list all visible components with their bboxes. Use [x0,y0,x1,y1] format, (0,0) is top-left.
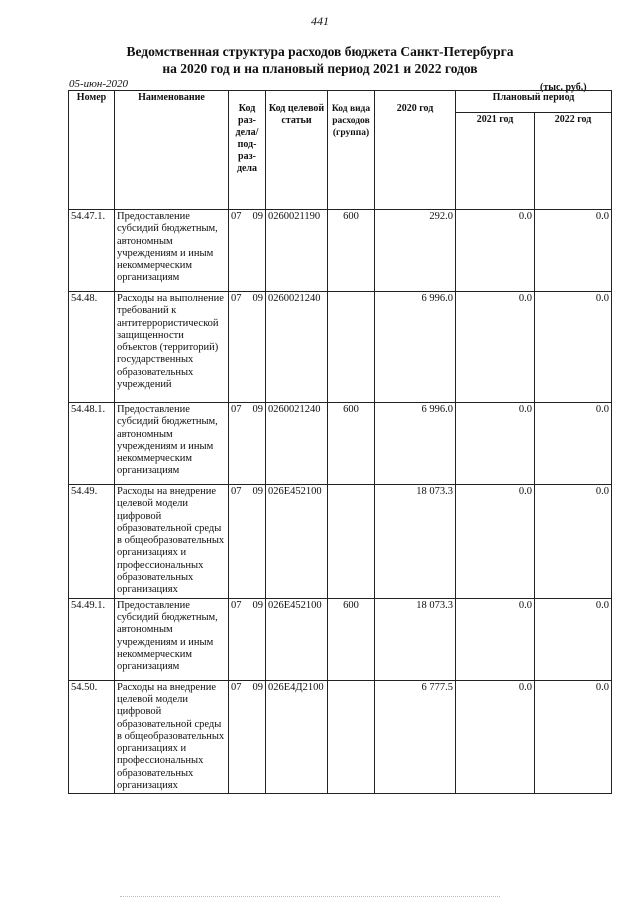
row-target-code: 0260021240 [266,403,328,485]
row-amount-2020: 6 996.0 [375,403,456,485]
row-amount-2022: 0.0 [535,485,612,599]
row-amount-2022: 0.0 [535,210,612,292]
row-amount-2021: 0.0 [456,403,535,485]
row-target-code: 0260021190 [266,210,328,292]
row-subsection: 09 [252,486,263,497]
row-section: 07 [231,599,242,611]
row-amount-2021: 0.0 [456,292,535,403]
row-section-code [229,403,266,485]
table-row [69,485,612,599]
row-number: 54.49.1. [69,598,115,680]
row-number: 54.49. [69,485,115,599]
row-amount-2021: 0.0 [456,210,535,292]
row-amount-2021: 0.0 [456,680,535,794]
budget-table [68,90,612,794]
row-amount-2021: 0.0 [456,598,535,680]
header-expense-type-code: Код вида расходов (группа) [328,91,375,210]
row-number: 54.48.1. [69,403,115,485]
header-name: Наименование [115,91,229,210]
row-name: Расходы на внедрение целевой модели цифровой образовательной среды в общеобразовательных организациях и профессиональных образовательных организациях [115,485,229,599]
row-amount-2020: 6 777.5 [375,680,456,794]
row-expense-type: 600 [328,598,375,680]
row-amount-2020: 6 996.0 [375,292,456,403]
row-section-code [229,210,266,292]
row-expense-type [328,485,375,599]
document-date: 05-июн-2020 [69,78,129,90]
row-section-code [229,680,266,794]
header-target-code: Код целевой статьи [266,91,328,210]
header-planned-period: Плановый период [456,91,612,113]
row-section: 07 [231,404,242,415]
units-label: (тыс. руб.) [540,82,587,93]
header-section-code: Код раз- дела/ под- раз- дела [229,91,266,210]
row-name: Предоставление субсидий бюджетным, автономным учреждениям и иным некоммерческим организациям [115,598,229,680]
table-row [69,680,612,794]
row-name: Расходы на внедрение целевой модели цифровой образовательной среды в общеобразовательных организациях и профессиональных образовательных организациях [115,680,229,794]
header-year-2021: 2021 год [456,113,535,210]
row-number: 54.50. [69,680,115,794]
row-subsection: 09 [252,681,263,693]
header-year-2020: 2020 год [375,91,456,210]
header-number: Номер [69,91,115,210]
row-number: 54.47.1. [69,210,115,292]
row-expense-type [328,680,375,794]
table-row [69,292,612,403]
row-amount-2020: 292.0 [375,210,456,292]
row-amount-2020: 18 073.3 [375,485,456,599]
row-section: 07 [231,486,242,497]
row-section: 07 [231,681,242,693]
title-line-2: на 2020 год и на плановый период 2021 и 2022 годов [162,61,478,76]
row-name: Расходы на выполнение требований к антитеррористической защищенности объектов (территорий) государственных образовательных учреждений [115,292,229,403]
row-amount-2021: 0.0 [456,485,535,599]
row-expense-type: 600 [328,403,375,485]
bottom-rule [120,896,500,897]
row-subsection: 09 [252,404,263,415]
row-amount-2022: 0.0 [535,403,612,485]
row-target-code: 026E452100 [266,485,328,599]
row-subsection: 09 [252,599,263,611]
row-section-code [229,485,266,599]
row-section-code [229,598,266,680]
row-amount-2020: 18 073.3 [375,598,456,680]
page-number: 441 [311,14,329,28]
table-row [69,403,612,485]
table-row [69,598,612,680]
row-target-code: 026E452100 [266,598,328,680]
row-amount-2022: 0.0 [535,598,612,680]
row-section: 07 [231,293,242,304]
row-amount-2022: 0.0 [535,292,612,403]
row-target-code: 0260021240 [266,292,328,403]
row-name: Предоставление субсидий бюджетным, автономным учреждениям и иным некоммерческим организациям [115,403,229,485]
table-row [69,210,612,292]
row-number: 54.48. [69,292,115,403]
row-amount-2022: 0.0 [535,680,612,794]
row-subsection: 09 [252,293,263,304]
row-expense-type: 600 [328,210,375,292]
title-line-1: Ведомственная структура расходов бюджета Санкт-Петербурга [126,44,514,59]
row-section: 07 [231,211,242,222]
row-target-code: 026E4Д2100 [266,680,328,794]
row-name: Предоставление субсидий бюджетным, автономным учреждениям и иным некоммерческим организациям [115,210,229,292]
document-title [0,43,640,77]
row-subsection: 09 [252,211,263,222]
row-expense-type [328,292,375,403]
row-section-code [229,292,266,403]
header-year-2022: 2022 год [535,113,612,210]
